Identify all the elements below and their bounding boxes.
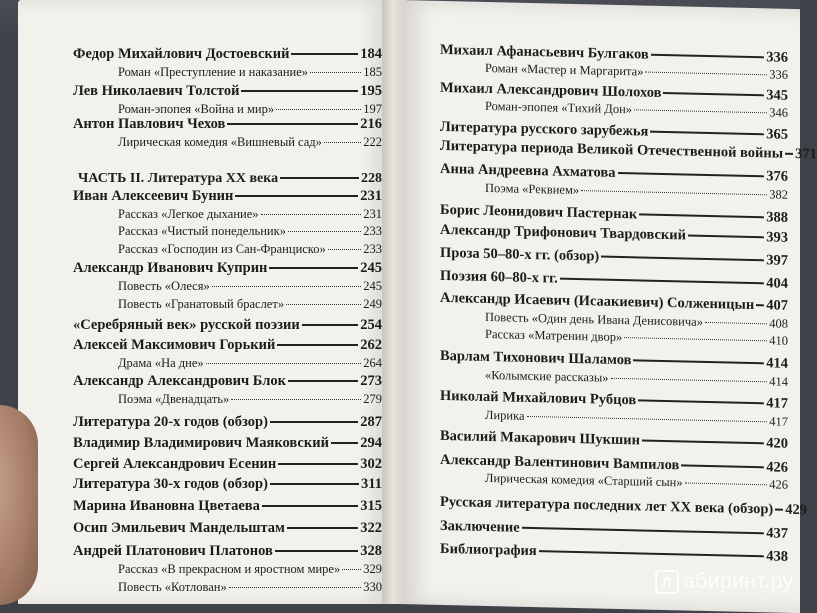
toc-title: Рассказ «В прекрасном и яростном мире»: [118, 562, 341, 576]
toc-title: Николай Михайлович Рубцов: [440, 387, 637, 409]
toc-leader: [601, 256, 764, 262]
toc-leader: [663, 92, 764, 96]
left-toc-entry: [118, 560, 382, 578]
toc-page-number: 322: [360, 520, 382, 536]
left-toc-entry: [73, 413, 382, 431]
toc-page-number: 197: [363, 102, 382, 116]
left-toc-entry: [118, 222, 382, 240]
toc-title: Антон Павлович Чехов: [73, 116, 226, 132]
toc-leader: [280, 177, 359, 179]
right-page: [400, 0, 817, 613]
toc-title: Марина Ивановна Цветаева: [73, 498, 260, 514]
toc-page-number: 249: [363, 297, 382, 311]
left-toc-entry: [73, 519, 382, 537]
toc-leader: [324, 142, 361, 143]
toc-page-number: 233: [363, 242, 382, 256]
left-toc-entry: [118, 277, 382, 295]
left-toc-entry: [73, 45, 382, 63]
toc-leader: [651, 54, 764, 59]
toc-page-number: 420: [766, 435, 788, 452]
toc-leader: [634, 109, 767, 113]
toc-page-number: 262: [360, 337, 382, 353]
left-toc-entry: [73, 542, 382, 560]
toc-leader: [241, 90, 358, 92]
toc-title: Повесть «Гранатовый браслет»: [118, 297, 285, 311]
toc-title: Лев Николаевич Толстой: [73, 83, 240, 99]
toc-title: Роман-эпопея «Тихий Дон»: [485, 98, 633, 117]
toc-leader: [286, 304, 361, 305]
toc-title: Роман-эпопея «Война и мир»: [118, 102, 275, 116]
toc-leader: [212, 286, 362, 287]
toc-page-number: 184: [360, 46, 382, 62]
toc-page-number: 328: [360, 543, 382, 559]
left-toc-entry: [73, 497, 382, 515]
toc-title: Александр Александрович Блок: [73, 373, 286, 389]
right-toc-entry: [440, 427, 788, 453]
toc-page-number: 287: [360, 414, 382, 430]
toc-page-number: 294: [360, 435, 382, 451]
watermark-text: абиринт.ру: [683, 570, 794, 593]
right-toc-entry: [440, 267, 788, 293]
toc-title: Роман «Преступление и наказание»: [118, 65, 308, 79]
toc-leader: [287, 527, 358, 529]
toc-leader: [645, 72, 767, 76]
toc-title: Рассказ «Матренин двор»: [485, 326, 623, 345]
toc-title: Литература периода Великой Отечественной войны: [440, 137, 784, 162]
toc-leader: [270, 483, 359, 485]
toc-leader: [278, 463, 358, 465]
left-toc-entry: [118, 240, 382, 258]
toc-page-number: 414: [769, 374, 788, 389]
left-toc-entry: [73, 455, 382, 473]
toc-leader: [611, 378, 768, 383]
toc-leader: [342, 569, 361, 570]
toc-page-number: 279: [363, 392, 382, 406]
toc-leader: [681, 464, 764, 468]
toc-page-number: 311: [361, 476, 382, 492]
toc-leader: [206, 363, 362, 364]
toc-leader: [269, 267, 358, 269]
toc-leader: [291, 53, 358, 55]
left-toc-entry: [73, 115, 382, 133]
toc-title: Рассказ «Господин из Сан-Франциско»: [118, 242, 326, 256]
left-toc-entry: [73, 336, 382, 354]
toc-page-number: 397: [766, 252, 788, 269]
toc-leader: [261, 214, 362, 215]
toc-page-number: 254: [360, 317, 382, 333]
toc-title: Михаил Афанасьевич Булгаков: [440, 41, 649, 63]
toc-leader: [277, 344, 358, 346]
toc-leader: [227, 123, 358, 125]
toc-page-number: 329: [363, 562, 382, 576]
toc-title: Андрей Платонович Платонов: [73, 543, 273, 559]
toc-leader: [288, 380, 358, 382]
toc-page-number: 388: [766, 209, 788, 226]
toc-title: Повесть «Один день Ивана Денисовича»: [485, 309, 703, 329]
left-toc-entry: [78, 170, 382, 188]
toc-leader: [775, 509, 783, 511]
toc-title: Лирическая комедия «Вишневый сад»: [118, 135, 322, 149]
toc-title: Литература 20-х годов (обзор): [73, 414, 268, 430]
left-toc-entry: [118, 133, 382, 151]
toc-leader: [705, 322, 767, 324]
toc-page-number: 245: [363, 279, 382, 293]
toc-leader: [276, 109, 361, 110]
toc-title: Литература русского зарубежья: [440, 118, 649, 140]
toc-leader: [581, 190, 767, 195]
toc-page-number: 426: [766, 459, 788, 476]
toc-title: ЧАСТЬ II. Литература XX века: [78, 171, 279, 186]
toc-leader: [560, 278, 765, 285]
toc-page-number: 438: [766, 548, 788, 565]
toc-page-number: 407: [766, 297, 788, 314]
toc-page-number: 315: [360, 498, 382, 514]
toc-title: Повесть «Олеся»: [118, 279, 210, 293]
toc-title: Поэзия 60–80-х гг.: [440, 267, 558, 287]
left-toc-entry: [73, 82, 382, 100]
toc-page-number: 408: [769, 316, 788, 331]
toc-title: Владимир Владимирович Маяковский: [73, 435, 329, 451]
toc-leader: [231, 399, 361, 400]
toc-leader: [527, 416, 768, 422]
toc-page-number: 302: [360, 456, 382, 472]
toc-page-number: 417: [766, 395, 788, 412]
toc-leader: [262, 505, 358, 507]
toc-title: Лирическая комедия «Старший сын»: [485, 470, 683, 490]
toc-title: Проза 50–80-х гг. (обзор): [440, 244, 600, 265]
toc-leader: [785, 153, 793, 155]
toc-leader: [642, 439, 764, 444]
toc-leader: [302, 324, 359, 326]
toc-page-number: 382: [769, 187, 788, 202]
toc-page-number: 245: [360, 260, 382, 276]
toc-leader: [633, 359, 764, 364]
toc-leader: [639, 213, 764, 218]
left-toc-entry: [118, 295, 382, 313]
left-toc-entry: [73, 372, 382, 390]
toc-page-number: 233: [363, 224, 382, 238]
left-toc-entry: [73, 475, 382, 493]
toc-title: Заключение: [440, 517, 520, 536]
labirint-watermark: [655, 570, 794, 594]
toc-leader: [229, 587, 362, 588]
toc-title: Осип Эмильевич Мандельштам: [73, 520, 285, 536]
toc-page-number: 330: [363, 580, 382, 594]
toc-title: Василий Макарович Шукшин: [440, 427, 640, 449]
left-toc-entry: [73, 316, 382, 334]
toc-leader: [638, 399, 764, 404]
toc-leader: [270, 421, 358, 423]
toc-page-number: 222: [363, 135, 382, 149]
toc-page-number: 231: [360, 188, 382, 204]
toc-page-number: 414: [766, 355, 788, 372]
toc-title: Александр Исаевич (Исаакиевич) Солженицын: [440, 289, 755, 314]
toc-title: Литература 30-х годов (обзор): [73, 476, 268, 492]
toc-page-number: 264: [363, 356, 382, 370]
toc-page-number: 231: [363, 207, 382, 221]
toc-leader: [539, 550, 765, 557]
toc-page-number: 393: [766, 229, 788, 246]
toc-title: Роман «Мастер и Маргарита»: [485, 60, 644, 79]
toc-leader: [650, 131, 764, 136]
toc-title: «Серебряный век» русской поэзии: [73, 317, 300, 333]
toc-title: Русская литература последних лет XX века (обзор): [440, 493, 774, 518]
right-toc-entry: [440, 517, 788, 543]
left-toc-entry: [118, 578, 382, 596]
book-gutter: [382, 0, 406, 604]
left-toc-entry: [118, 205, 382, 223]
toc-page-number: 429: [785, 501, 807, 519]
toc-page-number: 273: [360, 373, 382, 389]
toc-page-number: 417: [769, 414, 788, 429]
toc-page-number: 376: [766, 168, 788, 185]
toc-leader: [328, 249, 362, 250]
toc-title: Александр Валентинович Вампилов: [440, 451, 680, 474]
toc-leader: [688, 235, 764, 239]
toc-leader: [310, 72, 361, 73]
toc-title: Анна Андреевна Ахматова: [440, 160, 616, 181]
toc-title: Библиография: [440, 540, 537, 560]
toc-leader: [235, 195, 358, 197]
toc-page-number: 371: [795, 145, 817, 163]
toc-page-number: 216: [360, 116, 382, 132]
toc-leader: [522, 527, 765, 535]
left-toc-entry: [118, 63, 382, 81]
toc-leader: [756, 304, 764, 306]
right-toc-entry: [440, 540, 788, 566]
toc-title: Алексей Максимович Горький: [73, 337, 276, 353]
toc-title: Поэма «Двенадцать»: [118, 392, 230, 406]
toc-page-number: 185: [363, 65, 382, 79]
toc-title: Драма «На дне»: [118, 356, 204, 370]
left-page: [18, 0, 388, 604]
toc-title: Варлам Тихонович Шаламов: [440, 347, 632, 369]
toc-page-number: 195: [360, 83, 382, 99]
toc-page-number: 426: [769, 477, 788, 492]
toc-leader: [331, 442, 358, 444]
toc-page-number: 365: [766, 126, 788, 143]
toc-page-number: 346: [769, 105, 788, 120]
left-toc-entry: [73, 259, 382, 277]
toc-leader: [685, 482, 768, 485]
toc-title: Рассказ «Легкое дыхание»: [118, 207, 259, 221]
toc-title: Александр Иванович Куприн: [73, 260, 268, 276]
toc-leader: [624, 337, 767, 341]
toc-page-number: 336: [769, 67, 788, 82]
toc-page-number: 345: [766, 87, 788, 104]
toc-title: Поэма «Реквием»: [485, 180, 580, 198]
toc-title: «Колымские рассказы»: [485, 367, 609, 385]
toc-title: Михаил Александрович Шолохов: [440, 79, 662, 101]
toc-title: Лирика: [485, 407, 525, 423]
toc-title: Повесть «Котлован»: [118, 580, 227, 594]
toc-title: Рассказ «Чистый понедельник»: [118, 224, 286, 238]
toc-title: Федор Михайлович Достоевский: [73, 46, 290, 62]
left-toc-entry: [118, 390, 382, 408]
toc-page-number: 228: [361, 171, 382, 186]
left-toc-entry: [73, 434, 382, 452]
toc-title: Александр Трифонович Твардовский: [440, 221, 686, 244]
toc-page-number: 336: [766, 49, 788, 66]
toc-page-number: 410: [769, 333, 788, 348]
left-toc-entry: [73, 187, 382, 205]
toc-leader: [288, 231, 361, 232]
toc-page-number: 437: [766, 525, 788, 542]
toc-page-number: 404: [766, 275, 788, 292]
toc-title: Сергей Александрович Есенин: [73, 456, 277, 472]
toc-leader: [618, 172, 765, 177]
right-toc-entry: [440, 244, 788, 270]
labirint-logo-icon: Л: [655, 570, 679, 594]
left-toc-entry: [118, 354, 382, 372]
toc-title: Иван Алексеевич Бунин: [73, 188, 234, 204]
right-toc-entry: [440, 493, 807, 519]
toc-title: Борис Леонидович Пастернак: [440, 201, 638, 223]
toc-leader: [275, 550, 358, 552]
finger: [0, 405, 38, 605]
